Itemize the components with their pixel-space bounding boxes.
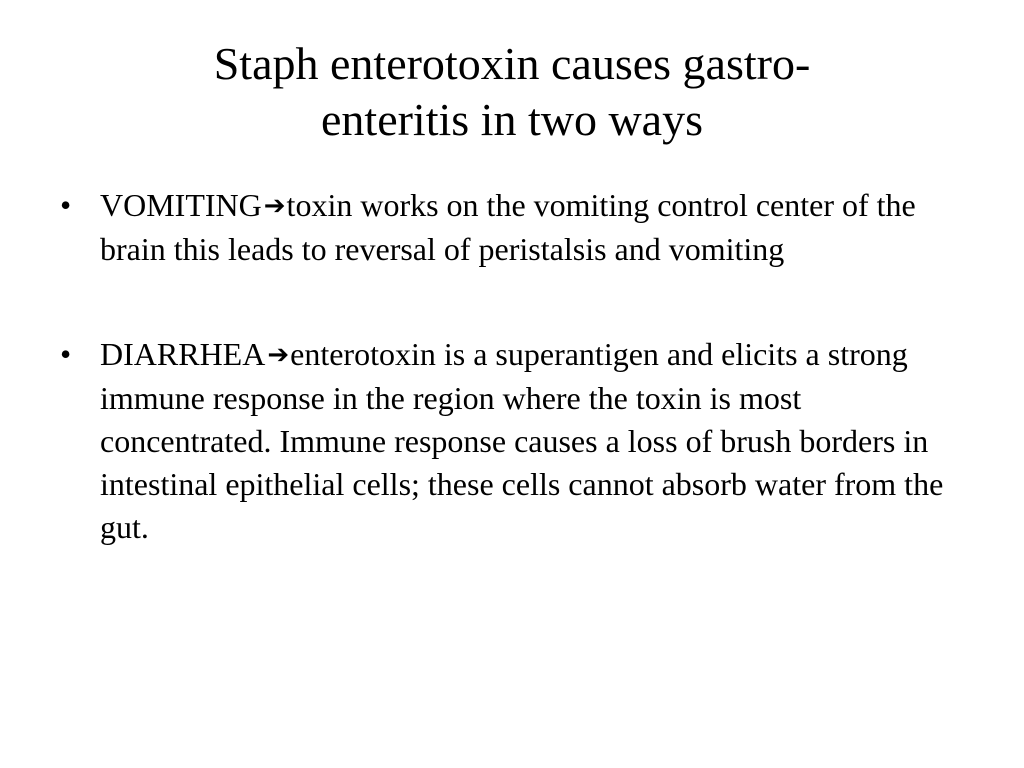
- bullet-marker: •: [60, 187, 72, 223]
- bullet-marker: •: [60, 336, 72, 372]
- right-arrow-icon: ➔: [267, 340, 290, 370]
- bullet-term-diarrhea: DIARRHEA: [100, 336, 266, 372]
- bullet-term-vomiting: VOMITING: [100, 187, 262, 223]
- right-arrow-icon: ➔: [263, 191, 286, 221]
- bullet-text-vomiting: toxin works on the vomiting control center of the brain this leads to reversal of peristalsis and vomiting: [100, 187, 916, 267]
- bullet-item-diarrhea: [60, 333, 960, 549]
- bullet-list: [60, 184, 960, 611]
- slide-title-line-2: enteritis in two ways: [321, 94, 703, 145]
- slide-title: [80, 36, 944, 148]
- bullet-item-vomiting: [60, 184, 960, 271]
- bullet-text-diarrhea: enterotoxin is a superantigen and elicits a strong immune response in the region where the toxin is most concentrated. Immune response causes a loss of brush borders in intestinal epithelial cells; these cells cannot absorb water from the gut.: [100, 336, 944, 545]
- slide-title-line-1: Staph enterotoxin causes gastro-: [213, 38, 811, 89]
